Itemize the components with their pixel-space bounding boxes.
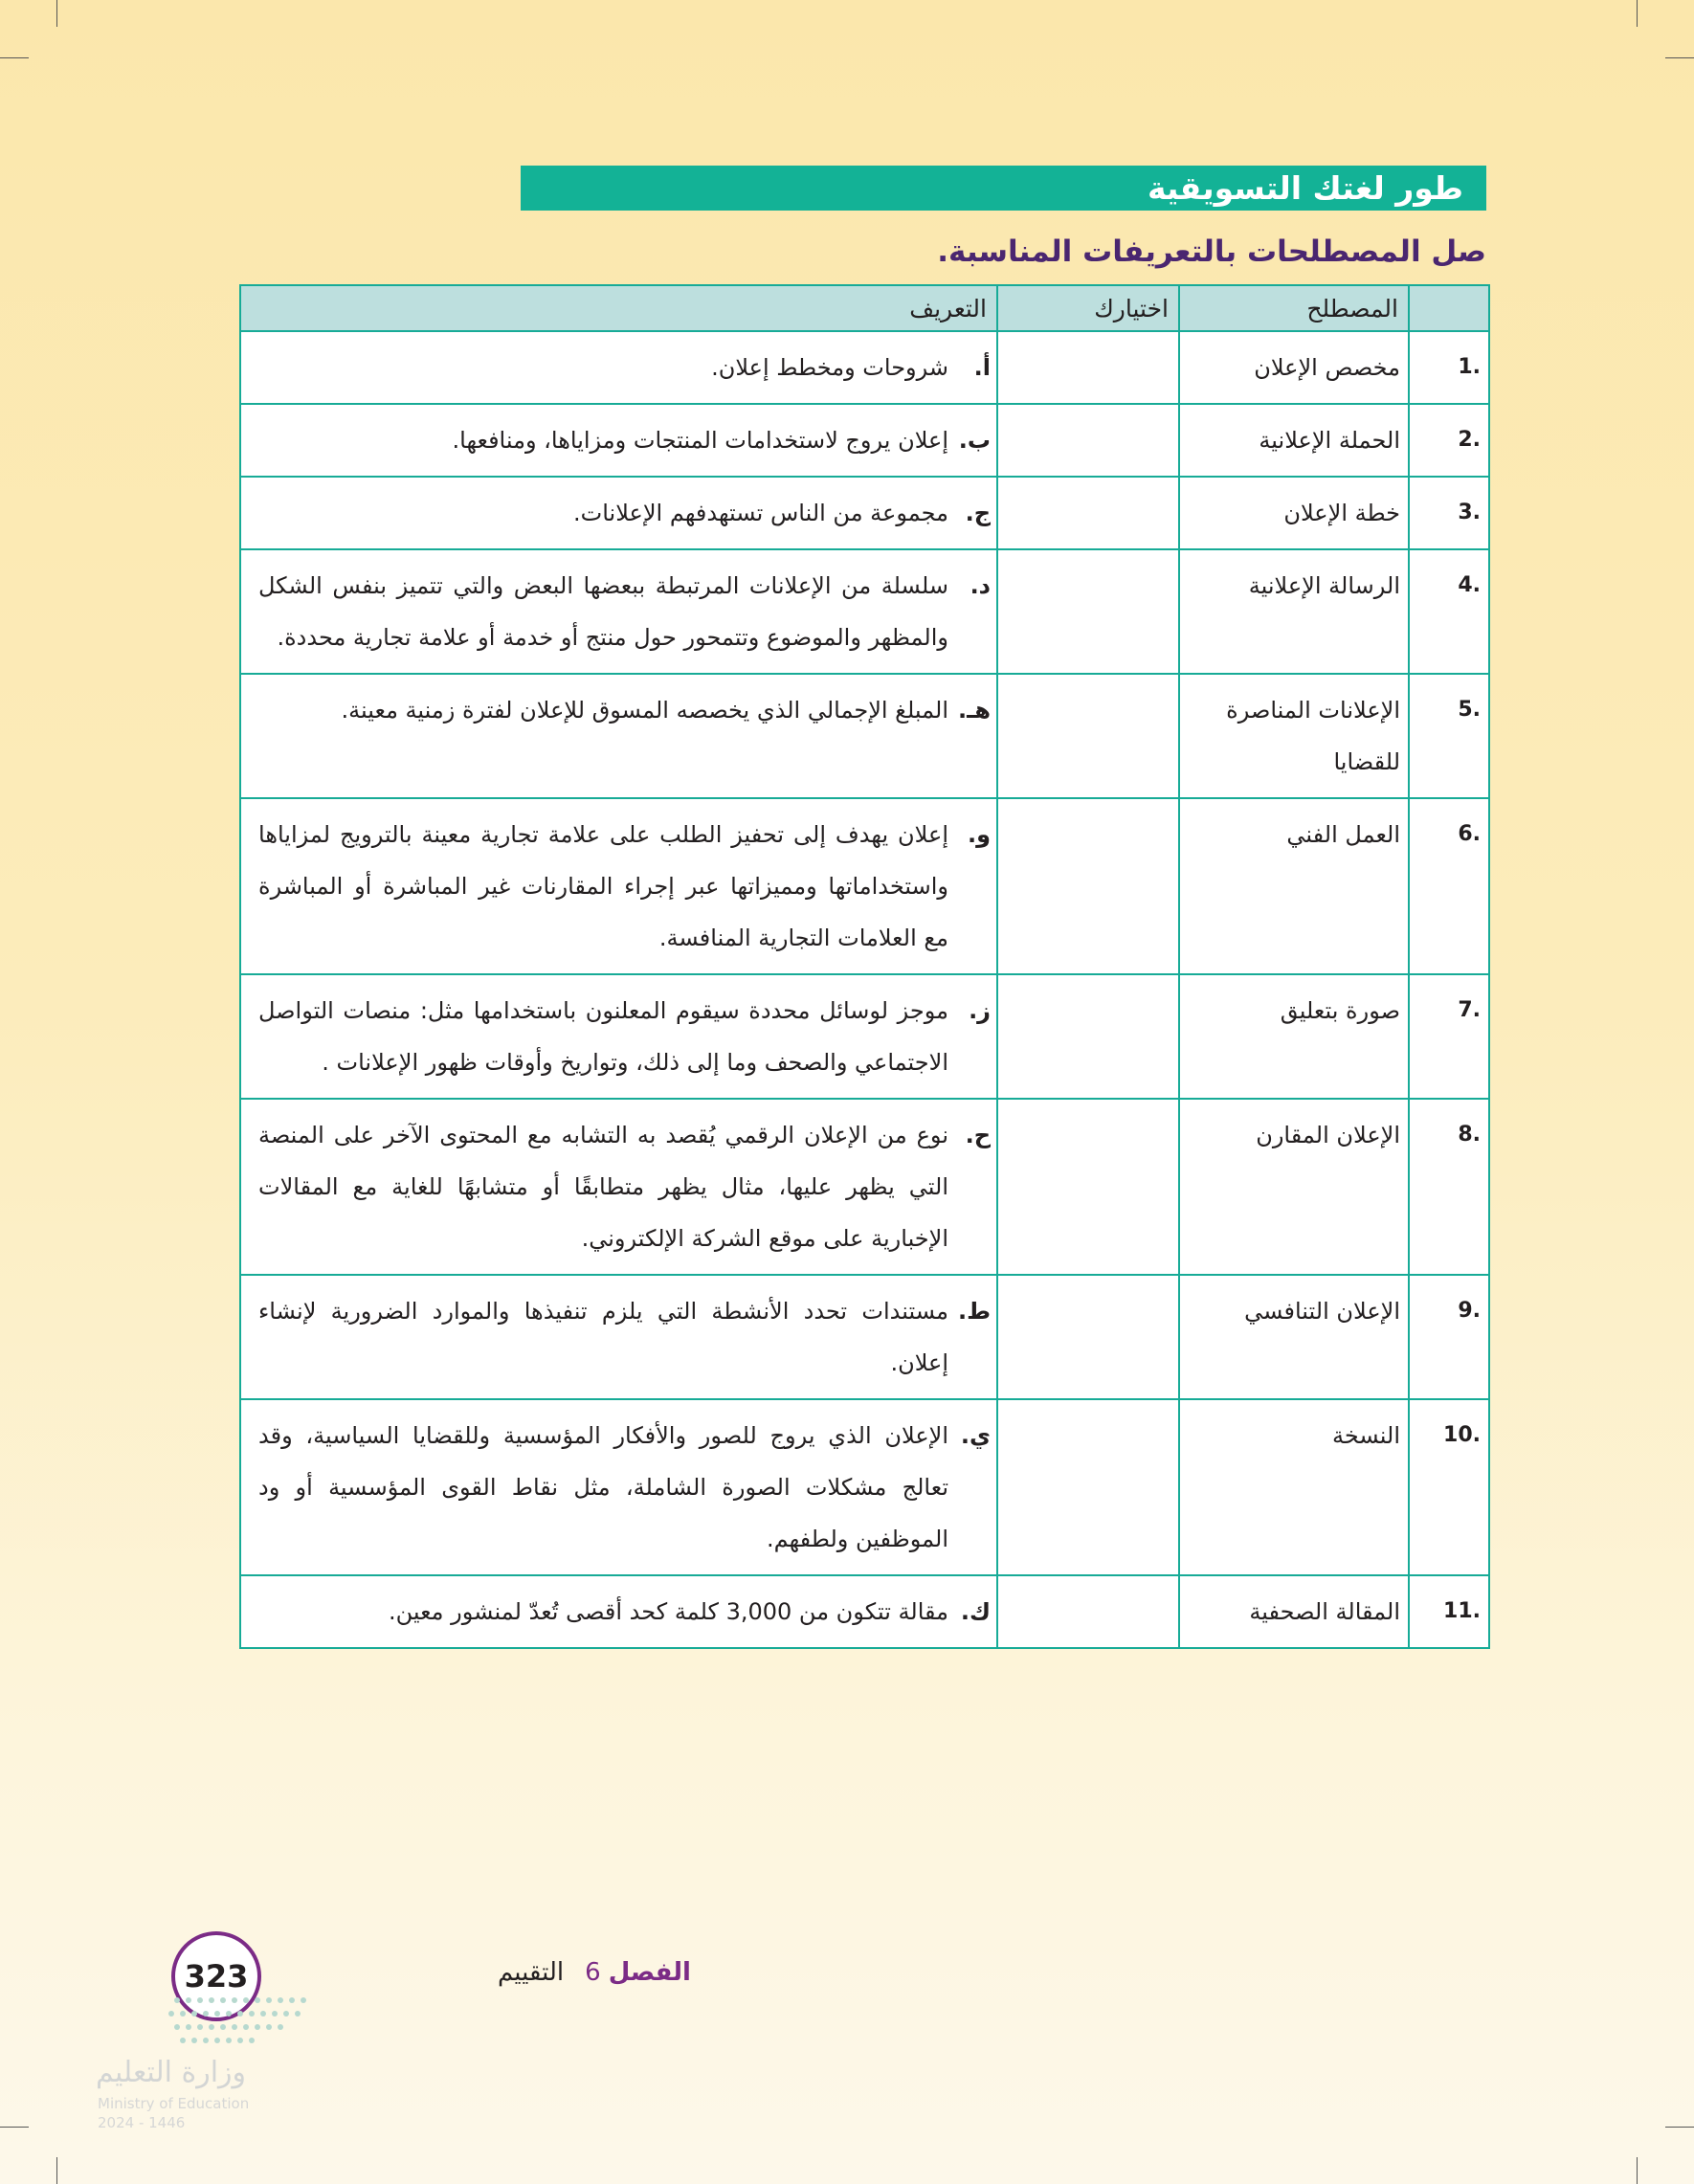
row-definition: [249, 560, 991, 663]
definition-text: الإعلان الذي يروج للصور والأفكار المؤسسية وللقضايا السياسية، وقد تعالج مشكلات الصورة الشاملة، مثل نقاط القوى المؤسسية أو ود الموظفين ولطفهم.: [258, 1422, 948, 1552]
row-term: النسخة: [1179, 1399, 1409, 1575]
row-number: .8: [1409, 1099, 1489, 1275]
row-number: .3: [1409, 477, 1489, 549]
chapter-number: 6: [585, 1958, 601, 1987]
definition-letter: ب.: [958, 427, 991, 454]
table-row: [240, 674, 1489, 798]
row-choice[interactable]: [997, 477, 1179, 549]
row-number: .5: [1409, 674, 1489, 798]
page-number: 323: [171, 1931, 261, 2021]
row-definition: [249, 1410, 991, 1565]
row-number: .9: [1409, 1275, 1489, 1399]
row-choice[interactable]: [997, 974, 1179, 1099]
row-definition-cell: [240, 1399, 997, 1575]
row-definition-cell: [240, 674, 997, 798]
row-term: المقالة الصحفية: [1179, 1575, 1409, 1648]
row-definition: [249, 1586, 991, 1638]
definition-text: مقالة تتكون من 3,000 كلمة كحد أقصى تُعدّ لمنشور معين.: [388, 1598, 948, 1625]
definition-text: موجز لوسائل محددة سيقوم المعلنون باستخدامها مثل: منصات التواصل الاجتماعي والصحف وما إلى ذلك، وتواريخ وأوقات ظهور الإعلانات .: [258, 997, 948, 1076]
row-definition-cell: [240, 798, 997, 974]
row-choice[interactable]: [997, 1275, 1179, 1399]
row-definition-cell: [240, 1575, 997, 1648]
table-row: [240, 404, 1489, 477]
row-definition: [249, 985, 991, 1088]
crop-mark: [0, 2127, 29, 2128]
row-definition-cell: [240, 974, 997, 1099]
row-definition-cell: [240, 404, 997, 477]
table-row: [240, 798, 1489, 974]
row-choice[interactable]: [997, 674, 1179, 798]
row-definition: [249, 487, 991, 539]
row-term: الرسالة الإعلانية: [1179, 549, 1409, 674]
definition-letter: أ.: [973, 354, 991, 381]
row-definition-cell: [240, 477, 997, 549]
row-number: .4: [1409, 549, 1489, 674]
row-choice[interactable]: [997, 1099, 1179, 1275]
ministry-name-en: Ministry of Education: [98, 2095, 250, 2112]
definition-text: مجموعة من الناس تستهدفهم الإعلانات.: [573, 500, 948, 526]
row-number: .7: [1409, 974, 1489, 1099]
instruction: صل المصطلحات بالتعريفات المناسبة.: [937, 234, 1486, 269]
row-term: الإعلانات المناصرة للقضايا: [1179, 674, 1409, 798]
crop-mark: [1665, 2127, 1694, 2128]
header-choice: اختيارك: [997, 285, 1179, 331]
definition-letter: و.: [967, 821, 991, 848]
chapter-label: [498, 1956, 691, 1989]
row-term: العمل الفني: [1179, 798, 1409, 974]
row-definition: [249, 809, 991, 964]
row-number: .1: [1409, 331, 1489, 404]
row-term: الإعلان التنافسي: [1179, 1275, 1409, 1399]
row-term: خطة الإعلان: [1179, 477, 1409, 549]
row-choice[interactable]: [997, 331, 1179, 404]
row-choice[interactable]: [997, 1575, 1179, 1648]
definition-letter: ج.: [965, 500, 991, 526]
row-term: صورة بتعليق: [1179, 974, 1409, 1099]
definition-letter: ح.: [965, 1122, 991, 1148]
section-name: التقييم: [498, 1958, 565, 1987]
definition-letter: ك.: [960, 1598, 991, 1625]
definition-letter: ط.: [957, 1298, 991, 1325]
row-definition-cell: [240, 1099, 997, 1275]
row-term: الحملة الإعلانية: [1179, 404, 1409, 477]
definition-letter: ز.: [969, 997, 991, 1024]
table-row: [240, 1575, 1489, 1648]
row-definition-cell: [240, 549, 997, 674]
row-definition: [249, 1285, 991, 1389]
ministry-logo-icon: [167, 1991, 311, 2048]
row-number: .6: [1409, 798, 1489, 974]
row-choice[interactable]: [997, 1399, 1179, 1575]
row-definition: [249, 342, 991, 393]
ministry-name: وزارة التعليم: [96, 2056, 247, 2089]
definition-text: إعلان يروج لاستخدامات المنتجات ومزاياها، ومنافعها.: [452, 427, 948, 454]
matching-table: [239, 284, 1490, 1649]
crop-mark: [1665, 57, 1694, 58]
definition-letter: ي.: [960, 1422, 991, 1449]
table-row: [240, 1275, 1489, 1399]
row-number: .11: [1409, 1575, 1489, 1648]
table-row: [240, 974, 1489, 1099]
header-number: [1409, 285, 1489, 331]
table-row: [240, 331, 1489, 404]
row-definition-cell: [240, 1275, 997, 1399]
section-title: طور لغتك التسويقية: [521, 166, 1486, 211]
row-definition-cell: [240, 331, 997, 404]
table-row: [240, 477, 1489, 549]
row-term: مخصص الإعلان: [1179, 331, 1409, 404]
row-choice[interactable]: [997, 798, 1179, 974]
crop-mark: [1637, 0, 1638, 27]
row-definition: [249, 684, 991, 736]
crop-mark: [56, 0, 57, 27]
row-choice[interactable]: [997, 549, 1179, 674]
definition-text: مستندات تحدد الأنشطة التي يلزم تنفيذها والموارد الضرورية لإنشاء إعلان.: [258, 1298, 948, 1376]
header-definition: التعريف: [240, 285, 997, 331]
table-row: [240, 549, 1489, 674]
row-definition: [249, 414, 991, 466]
row-number: .2: [1409, 404, 1489, 477]
ministry-year: 2024 - 1446: [98, 2114, 186, 2131]
table-header-row: [240, 285, 1489, 331]
table-row: [240, 1399, 1489, 1575]
definition-text: نوع من الإعلان الرقمي يُقصد به التشابه مع المحتوى الآخر على المنصة التي يظهر عليها، مثال يظهر متطابقًا أو متشابهًا للغاية مع المقالات الإخبارية على موقع الشركة الإلكتروني.: [258, 1122, 948, 1252]
definition-text: المبلغ الإجمالي الذي يخصصه المسوق للإعلان لفترة زمنية معينة.: [341, 697, 948, 724]
chapter-word: الفصل: [608, 1958, 691, 1987]
definition-text: إعلان يهدف إلى تحفيز الطلب على علامة تجارية معينة بالترويج لمزاياها واستخداماتها ومميزاتها عبر إجراء المقارنات غير المباشرة أو المباشرة مع العلامات التجارية المنافسة.: [258, 821, 948, 951]
definition-text: شروحات ومخطط إعلان.: [711, 354, 948, 381]
crop-mark: [1637, 2157, 1638, 2184]
row-definition: [249, 1109, 991, 1264]
definition-letter: هـ.: [958, 697, 991, 724]
crop-mark: [0, 57, 29, 58]
row-number: .10: [1409, 1399, 1489, 1575]
crop-mark: [56, 2157, 57, 2184]
definition-letter: د.: [970, 572, 991, 599]
definition-text: سلسلة من الإعلانات المرتبطة ببعضها البعض والتي تتميز بنفس الشكل والمظهر والموضوع وتتمحور حول منتج أو خدمة أو علامة تجارية محددة.: [258, 572, 948, 651]
table-row: [240, 1099, 1489, 1275]
header-term: المصطلح: [1179, 285, 1409, 331]
row-choice[interactable]: [997, 404, 1179, 477]
row-term: الإعلان المقارن: [1179, 1099, 1409, 1275]
